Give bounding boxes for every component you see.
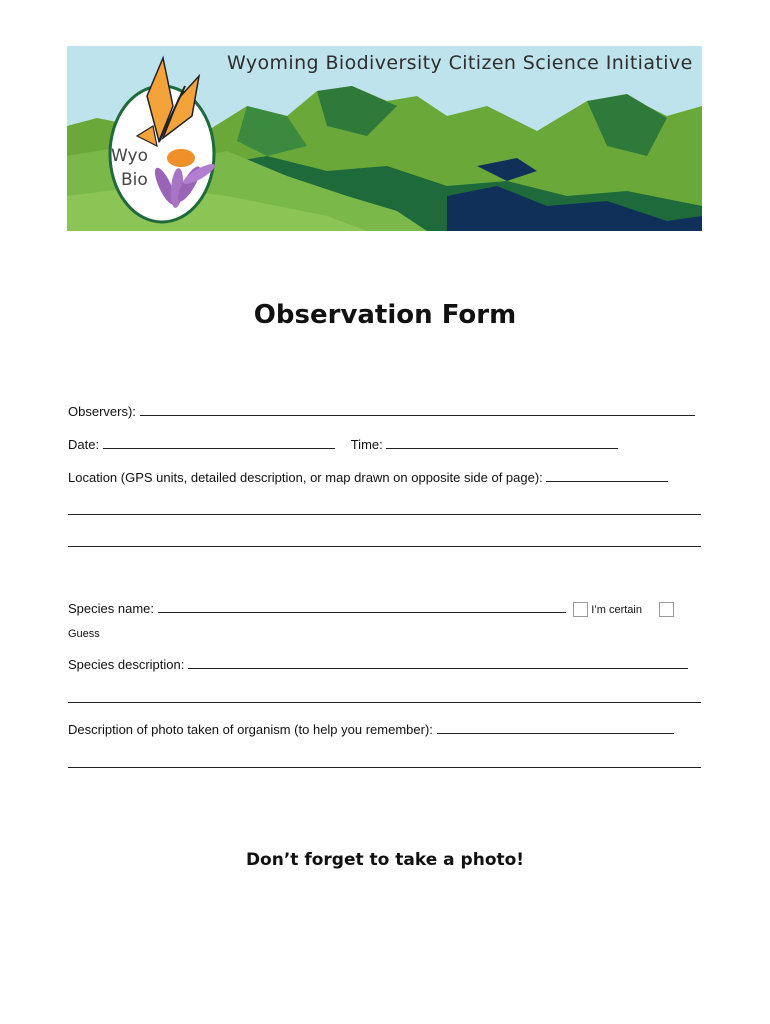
time-field[interactable] [386, 435, 618, 449]
species-description-row [68, 655, 701, 672]
photo-reminder: Don’t forget to take a photo! [245, 850, 525, 870]
photo-description-line-2[interactable] [68, 767, 701, 768]
date-time-row [68, 435, 701, 452]
certain-checkbox[interactable] [573, 602, 588, 617]
species-description-label: Species description: [68, 657, 185, 672]
page-title: Observation Form [253, 300, 517, 330]
guess-checkbox[interactable] [659, 602, 674, 617]
time-label: Time: [350, 437, 383, 452]
header-banner [67, 46, 702, 231]
banner-title: Wyoming Biodiversity Citizen Science Initiative [227, 52, 693, 74]
logo-text-wyo: Wyo [111, 146, 148, 166]
certain-label: I’m certain [591, 604, 642, 616]
location-label: Location (GPS units, detailed description, or map drawn on opposite side of page): [68, 470, 543, 485]
date-field[interactable] [103, 435, 335, 449]
photo-description-row [68, 720, 701, 737]
location-line-2[interactable] [68, 514, 701, 515]
observers-row [68, 402, 701, 419]
location-field[interactable] [546, 468, 668, 482]
observers-label: Observers): [68, 404, 136, 419]
species-name-row [68, 599, 701, 617]
photo-description-label: Description of photo taken of organism (to help you remember): [68, 722, 433, 737]
species-description-line-2[interactable] [68, 702, 701, 703]
date-label: Date: [68, 437, 100, 452]
logo-text-bio: Bio [121, 170, 148, 190]
species-name-field[interactable] [158, 599, 566, 613]
location-row [68, 468, 701, 485]
photo-description-field[interactable] [437, 720, 674, 734]
location-line-3[interactable] [68, 546, 701, 547]
species-name-label: Species name: [68, 601, 154, 616]
guess-label: Guess [68, 628, 100, 640]
observers-field[interactable] [140, 402, 695, 416]
species-description-field[interactable] [188, 655, 688, 669]
